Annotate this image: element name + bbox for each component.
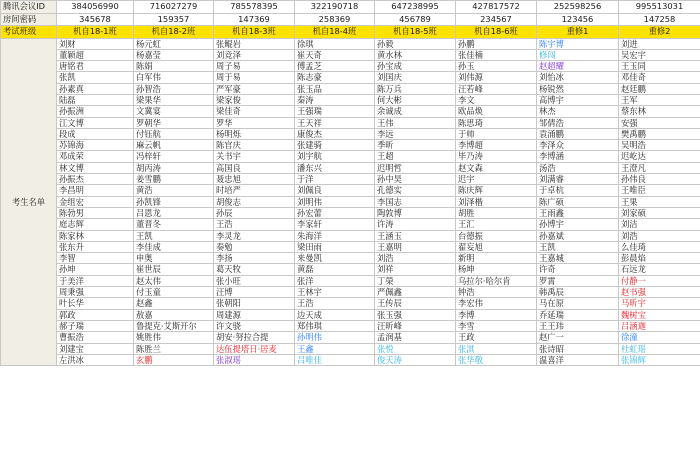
student-name-cell: 石远龙 [619,264,700,275]
student-name-cell: 陆磊 [57,94,134,105]
student-name-cell: 新明 [456,253,537,264]
student-name-cell: 张朝阳 [214,298,295,309]
student-name-cell: 胡丙涛 [134,162,214,173]
student-name-cell: 胡胜 [456,207,537,218]
student-name-cell: 王政 [456,332,537,343]
student-name-cell: 刘竞泽 [214,49,295,60]
student-name-cell: 余诚成 [375,106,456,117]
student-name-cell: 汤浩 [537,162,619,173]
student-name-cell: 汪昕峰 [375,320,456,331]
student-name-cell: 赵书强 [619,287,700,298]
student-name-cell: 张淑瑶 [214,354,295,365]
student-name-cell: 付玉童 [134,287,214,298]
student-name-cell: 赵太伟 [134,275,214,286]
student-name-cell: 王林宇 [295,287,375,298]
student-row [1,94,700,105]
student-name-cell: 来曼凯 [295,253,375,264]
student-name-cell: 王唯臣 [619,185,700,196]
student-name-cell: 张东升 [57,241,134,252]
student-name-cell: 王传辰 [375,298,456,309]
student-row [1,38,700,49]
student-name-cell: 刘明伟 [295,196,375,207]
student-name-cell: 杨明烁 [214,128,295,139]
student-name-cell: 林文博 [57,162,134,173]
student-name-cell: 陈家林 [57,230,134,241]
student-name-cell: 庭志辉 [57,219,134,230]
student-name-cell: 刘财 [57,38,134,49]
student-name-cell: 张玉强 [375,309,456,320]
student-name-cell: 张诗昭 [537,343,619,354]
exam-class-label: 考试班级 [1,26,57,39]
student-name-cell: 孙素真 [57,83,134,94]
student-name-cell: 孙振洲 [57,106,134,117]
student-name-cell: 李智 [57,253,134,264]
student-name-cell: 欧品焕 [456,106,537,117]
student-name-cell: 王王玮 [537,320,619,331]
student-name-cell: 陈娟 [134,61,214,72]
student-name-cell: 陈广硕 [537,196,619,207]
student-name-cell: 孙鹏 [456,38,537,49]
student-name-cell: 刘满睿 [537,174,619,185]
exam-class-cell: 机自18-1班 [57,26,134,39]
student-name-cell: 周于易 [214,72,295,83]
student-row [1,298,700,309]
student-name-cell: 刘佩良 [295,185,375,196]
student-name-cell: 乌拉尔·哈尔肯 [456,275,537,286]
student-name-cell: 迟屹达 [619,151,700,162]
student-name-cell: 王汇 [456,219,537,230]
student-name-cell: 段成 [57,128,134,139]
student-row [1,151,700,162]
student-name-cell: 郭政 [57,309,134,320]
student-name-cell: 魏树宝 [619,309,700,320]
student-name-cell: 周建源 [214,309,295,320]
student-row [1,106,700,117]
student-name-cell: 张洋 [295,275,375,286]
student-row [1,264,700,275]
student-row [1,185,700,196]
student-name-cell: 张佳楠 [456,49,537,60]
student-name-cell: 王鑫 [295,343,375,354]
student-name-cell: 梁果华 [134,94,214,105]
student-name-cell: 翟妄旭 [456,241,537,252]
exam-class-cell: 机自18-6班 [456,26,537,39]
student-name-cell: 孙伟良 [619,174,700,185]
student-name-cell: 达伍提塔日·居麦 [214,343,295,354]
student-name-cell: 孙中昊 [375,174,456,185]
student-name-cell: 文冀宴 [134,106,214,117]
exam-class-cell: 机自18-3班 [214,26,295,39]
student-name-cell: 陈思琦 [456,117,537,128]
student-name-cell: 陈万兵 [375,83,456,94]
student-name-cell: 孙坤 [57,264,134,275]
student-name-cell: 俊天涛 [375,354,456,365]
password-cell: 159357 [134,13,214,26]
student-name-cell: 高博宇 [537,94,619,105]
student-name-cell: 周秉强 [57,287,134,298]
exam-class-cell: 重修2 [619,26,700,39]
student-name-cell: 林杰 [537,106,619,117]
student-name-cell: 王嘉明 [375,241,456,252]
student-row [1,72,700,83]
student-row [1,287,700,298]
student-name-cell: 董晋冬 [134,219,214,230]
student-name-cell: 曹振浩 [57,332,134,343]
student-name-cell: 李家轩 [295,219,375,230]
meeting-id-cell: 647238995 [375,1,456,14]
student-name-cell: 唐铭君 [57,61,134,72]
student-name-cell: 王澄凡 [619,162,700,173]
student-name-cell: 刘怡冰 [537,72,619,83]
student-name-cell: 刘浩 [375,253,456,264]
student-name-cell: 陈宇博 [537,38,619,49]
student-name-cell: 李博涵 [537,151,619,162]
student-name-cell: 吕涵迦 [619,320,700,331]
student-name-cell: 张小旺 [214,275,295,286]
student-name-cell: 孟润基 [375,332,456,343]
student-name-cell: 金组宏 [57,196,134,207]
student-name-cell: 崔天奇 [295,49,375,60]
student-name-cell: 邓成荣 [57,151,134,162]
student-name-cell: 敖嘉 [134,309,214,320]
student-name-cell: 江文博 [57,117,134,128]
meeting-id-row [1,1,700,14]
meeting-id-cell: 322190718 [295,1,375,14]
student-name-cell: 于美洋 [57,275,134,286]
student-name-cell: 刘进 [619,38,700,49]
student-name-cell: 孙辰 [214,207,295,218]
meeting-id-cell: 252598256 [537,1,619,14]
student-name-cell: 李佳成 [134,241,214,252]
student-name-cell: 毕乃涛 [456,151,537,162]
student-name-cell: 王玉同 [619,61,700,72]
student-name-cell: 张淇 [456,343,537,354]
student-name-cell: 陈勃男 [57,207,134,218]
student-name-cell: 钟浩 [456,287,537,298]
student-name-cell: 朱海洋 [295,230,375,241]
exam-class-cell: 机自18-2班 [134,26,214,39]
student-name-cell: 李博超 [456,140,537,151]
meeting-id-cell: 716027279 [134,1,214,14]
student-name-cell: 郝子瑞 [57,320,134,331]
student-row [1,61,700,72]
student-name-cell: 李扬 [214,253,295,264]
student-name-cell: 罗朝华 [134,117,214,128]
student-row [1,309,700,320]
student-name-cell: 王军 [619,94,700,105]
student-name-cell: 王雨鑫 [537,207,619,218]
student-name-cell: 王浩 [295,298,375,309]
student-name-cell: 王嘉城 [537,253,619,264]
student-name-cell: 何大彬 [375,94,456,105]
student-name-cell: 袁涌鹏 [537,128,619,139]
student-name-cell: 玄鹏 [134,354,214,365]
student-name-cell: 台德振 [456,230,537,241]
student-name-cell: 罗华 [214,117,295,128]
student-name-cell: 吕恩龙 [134,207,214,218]
exam-class-row [1,26,700,39]
meeting-id-label: 腾讯会议ID [1,1,57,14]
student-name-cell: 崔世辰 [134,264,214,275]
student-row [1,343,700,354]
exam-class-cell: 机自18-5班 [375,26,456,39]
student-row [1,241,700,252]
student-name-cell: 刘泽楷 [456,196,537,207]
student-name-cell: 蔡东林 [619,106,700,117]
student-name-cell: 申奥 [134,253,214,264]
student-name-cell: 张建骑 [295,140,375,151]
student-name-cell: 么佳琦 [619,241,700,252]
student-row [1,332,700,343]
student-name-cell: 杨元虹 [134,38,214,49]
student-name-cell: 黄浩 [134,185,214,196]
student-row [1,354,700,365]
student-name-cell: 王强瑞 [295,106,375,117]
student-name-cell: 赵文森 [456,162,537,173]
student-name-cell: 王浩 [214,219,295,230]
student-name-cell: 杨锐然 [537,83,619,94]
student-name-cell: 刘宇航 [295,151,375,162]
student-row [1,275,700,286]
student-name-cell: 刘祥 [375,264,456,275]
student-name-cell: 姜雪鹏 [134,174,214,185]
student-name-cell: 孔德实 [375,185,456,196]
student-name-cell: 孙振杰 [57,174,134,185]
student-name-cell: 傅孟芝 [295,61,375,72]
student-name-cell: 孙宝成 [375,61,456,72]
student-name-cell: 张悦 [375,343,456,354]
student-name-cell: 王果 [619,196,700,207]
password-row [1,13,700,26]
student-name-cell: 边天成 [295,309,375,320]
student-name-cell: 季昕 [375,140,456,151]
student-name-cell: 迟明哲 [375,162,456,173]
student-name-cell: 陈官庆 [214,140,295,151]
student-name-cell: 王伟 [375,117,456,128]
student-name-cell: 杨嘉莹 [134,49,214,60]
student-name-cell: 孙嘉斌 [537,230,619,241]
student-name-cell: 陈胜兰 [134,343,214,354]
meeting-id-cell: 995513031 [619,1,700,14]
student-name-cell: 潘东兴 [295,162,375,173]
student-name-cell: 许文骁 [214,320,295,331]
student-name-cell: 温喜洋 [537,354,619,365]
student-name-cell: 麻云帆 [134,140,214,151]
student-name-cell: 康俊杰 [295,128,375,139]
student-name-cell: 陶敦博 [375,207,456,218]
student-name-cell: 李雪 [456,320,537,331]
student-name-cell: 徐潼 [619,332,700,343]
student-name-cell: 修闯 [537,49,619,60]
student-name-cell: 李博 [456,309,537,320]
student-name-cell: 张锦辉 [619,354,700,365]
exam-class-cell: 重修1 [537,26,619,39]
student-name-cell: 王超 [375,151,456,162]
student-row [1,196,700,207]
student-name-cell: 赵鑫 [134,298,214,309]
student-name-cell: 彭晨焰 [619,253,700,264]
student-name-cell: 李文 [456,94,537,105]
student-name-cell: 郑伟琪 [295,320,375,331]
student-name-cell: 乔延瑞 [537,309,619,320]
student-row [1,162,700,173]
student-name-cell: 李远 [375,128,456,139]
exam-class-cell: 机自18-4班 [295,26,375,39]
student-name-cell: 李昌明 [57,185,134,196]
student-name-cell: 孙明伟 [295,332,375,343]
password-label: 房间密码 [1,13,57,26]
student-row [1,320,700,331]
student-name-cell: 安强 [619,117,700,128]
student-name-cell: 于卓杭 [537,185,619,196]
student-name-cell: 陈庆辉 [456,185,537,196]
student-name-cell: 李国志 [375,196,456,207]
password-cell: 147369 [214,13,295,26]
student-name-cell: 杨坤 [456,264,537,275]
student-name-cell: 王涵玉 [375,230,456,241]
student-name-cell: 张玉品 [295,83,375,94]
student-row [1,253,700,264]
student-name-cell: 王凯 [537,241,619,252]
student-name-cell: 黄磊 [295,264,375,275]
student-row [1,117,700,128]
meeting-id-cell: 785578395 [214,1,295,14]
student-name-cell: 许奇 [537,264,619,275]
student-name-cell: 严军豪 [214,83,295,94]
password-cell: 258369 [295,13,375,26]
student-name-cell: 赵廷鹏 [619,83,700,94]
student-name-cell: 许涛 [375,219,456,230]
student-name-cell: 吴宏宇 [619,49,700,60]
student-name-cell: 刘国庆 [375,72,456,83]
student-name-cell: 冯梓轩 [134,151,214,162]
student-name-cell: 孙玉 [456,61,537,72]
student-row [1,83,700,94]
student-name-cell: 于帅 [456,128,537,139]
student-name-cell: 张凯 [57,72,134,83]
student-name-cell: 徐琪 [295,38,375,49]
student-name-cell: 刘家硕 [619,207,700,218]
student-name-cell: 严佩鑫 [375,287,456,298]
student-name-cell: 孙凯锋 [134,196,214,207]
password-cell: 123456 [537,13,619,26]
student-name-cell: 梁田雨 [295,241,375,252]
student-name-cell: 孙宏蕾 [295,207,375,218]
roster-side-label: 考生名单 [1,38,57,366]
student-name-cell: 张鲲岩 [214,38,295,49]
student-name-cell: 刘洁 [619,219,700,230]
student-name-cell: 奏勉 [214,241,295,252]
student-name-cell: 苏锦海 [57,140,134,151]
student-name-cell: 丁榮 [375,275,456,286]
student-name-cell: 樊禹鹏 [619,128,700,139]
student-name-cell: 李灵龙 [214,230,295,241]
student-name-cell: 胡安·努拉合提 [214,332,295,343]
student-name-cell: 叶长华 [57,298,134,309]
student-name-cell: 汪博 [214,287,295,298]
student-row [1,174,700,185]
student-name-cell: 马昕宇 [619,298,700,309]
student-name-cell: 赵广一 [537,332,619,343]
student-name-cell: 汪若峰 [456,83,537,94]
student-name-cell: 陈志豪 [295,72,375,83]
student-name-cell: 赵超耀 [537,61,619,72]
student-name-cell: 吴明浩 [619,140,700,151]
student-name-cell: 罗霄 [537,275,619,286]
student-name-cell: 刘伟源 [456,72,537,83]
student-name-cell: 白军伟 [134,72,214,83]
student-name-cell: 孙智浩 [134,83,214,94]
password-cell: 234567 [456,13,537,26]
student-name-cell: 黄水林 [375,49,456,60]
student-name-cell: 时培严 [214,185,295,196]
student-name-cell: 关书宇 [214,151,295,162]
student-name-cell: 鲁提克·艾斯开尔 [134,320,214,331]
student-name-cell: 孙博宇 [537,219,619,230]
student-name-cell: 高国良 [214,162,295,173]
password-cell: 345678 [57,13,134,26]
student-row [1,140,700,151]
student-row [1,49,700,60]
student-name-cell: 邹倩浩 [537,117,619,128]
student-row [1,128,700,139]
student-name-cell: 迟宇 [456,174,537,185]
student-name-cell: 付静一 [619,275,700,286]
student-name-cell: 董颖超 [57,49,134,60]
student-name-cell: 刘建宝 [57,343,134,354]
student-name-cell: 韩禹辰 [537,287,619,298]
student-name-cell: 葛天牧 [214,264,295,275]
student-name-cell: 姚胜伟 [134,332,214,343]
password-cell: 456789 [375,13,456,26]
student-row [1,219,700,230]
student-name-cell: 李泽众 [537,140,619,151]
student-name-cell: 胡俊志 [214,196,295,207]
student-name-cell: 孙毅 [375,38,456,49]
student-name-cell: 刘浩 [619,230,700,241]
student-name-cell: 李宏伟 [456,298,537,309]
student-name-cell: 杜虹瑶 [619,343,700,354]
meeting-id-cell: 427817572 [456,1,537,14]
student-name-cell: 梁家俊 [214,94,295,105]
student-name-cell: 聂忠旭 [214,174,295,185]
student-name-cell: 马在原 [537,298,619,309]
student-name-cell: 秦涛 [295,94,375,105]
student-name-cell: 王天祥 [295,117,375,128]
student-name-cell: 周子易 [214,61,295,72]
student-name-cell: 吕唯佳 [295,354,375,365]
student-name-cell: 邓佳奇 [619,72,700,83]
student-name-cell: 王凯 [134,230,214,241]
student-name-cell: 梁佳奇 [214,106,295,117]
student-name-cell: 张华敬 [456,354,537,365]
student-name-cell: 于洋 [295,174,375,185]
student-row [1,230,700,241]
student-name-cell: 付钰航 [134,128,214,139]
password-cell: 147258 [619,13,700,26]
meeting-id-cell: 384056990 [57,1,134,14]
student-name-cell: 左洪冰 [57,354,134,365]
student-row [1,207,700,218]
